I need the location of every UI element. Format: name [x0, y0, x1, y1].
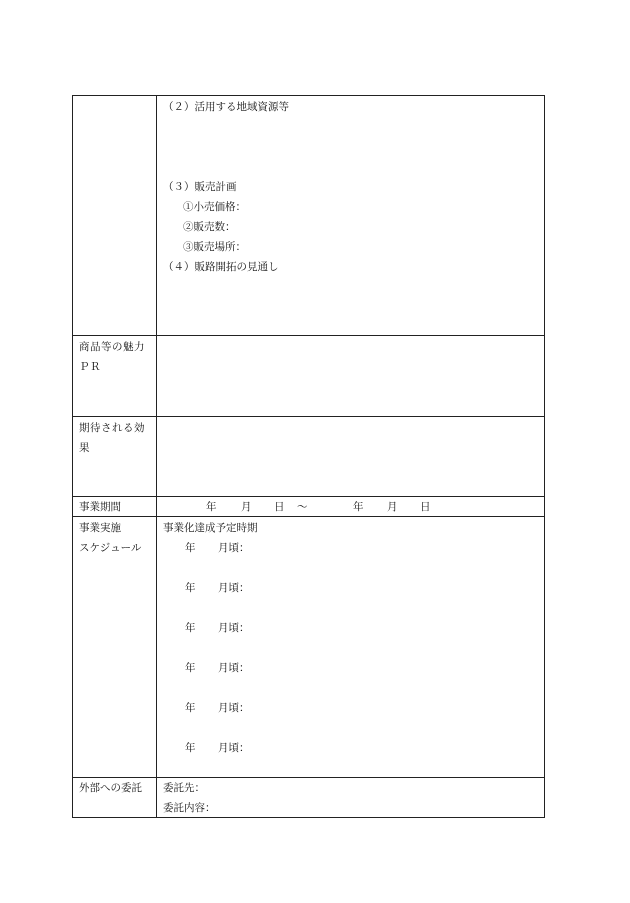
contract-content-field[interactable]: 委託内容：: [163, 802, 216, 814]
schedule-entry-year[interactable]: 年: [185, 702, 196, 714]
schedule-heading: 事業化達成予定時期: [163, 522, 258, 534]
row-divider: [73, 496, 544, 497]
schedule-entry-year[interactable]: 年: [185, 662, 196, 674]
row-divider: [73, 777, 544, 778]
period-start-month[interactable]: 月: [241, 501, 252, 513]
regional-resources-heading: （２）活用する地域資源等: [163, 101, 289, 113]
schedule-entry-month[interactable]: 月頃：: [218, 542, 250, 554]
retail-price-field[interactable]: ①小売価格：: [183, 201, 246, 213]
sales-quantity-field[interactable]: ②販売数：: [183, 221, 236, 233]
schedule-entry-month[interactable]: 月頃：: [218, 662, 250, 674]
effect-label-2: 果: [79, 442, 90, 454]
effect-input-area[interactable]: [163, 420, 538, 494]
schedule-entry-year[interactable]: 年: [185, 622, 196, 634]
contractor-field[interactable]: 委託先：: [163, 782, 205, 794]
schedule-entry-year[interactable]: 年: [185, 542, 196, 554]
row-divider: [73, 335, 544, 336]
appeal-input-area[interactable]: [163, 339, 538, 413]
market-development-heading: （４）販路開拓の見通し: [163, 261, 279, 273]
appeal-label-pr: ＰＲ: [79, 361, 101, 373]
schedule-label: 事業実施: [79, 522, 121, 534]
period-end-day[interactable]: 日: [420, 501, 431, 513]
row-divider: [73, 516, 544, 517]
sales-plan-heading: （３）販売計画: [163, 181, 237, 193]
schedule-entry-month[interactable]: 月頃：: [218, 742, 250, 754]
schedule-entry-month[interactable]: 月頃：: [218, 582, 250, 594]
period-start-day[interactable]: 日: [274, 501, 285, 513]
column-divider: [156, 96, 157, 817]
sales-location-field[interactable]: ③販売場所：: [183, 241, 246, 253]
period-start-year[interactable]: 年: [206, 501, 217, 513]
effect-label: 期待される効: [79, 422, 145, 434]
period-end-month[interactable]: 月: [387, 501, 398, 513]
schedule-entry-month[interactable]: 月頃：: [218, 702, 250, 714]
row-divider: [73, 416, 544, 417]
schedule-entry-year[interactable]: 年: [185, 742, 196, 754]
schedule-label-2: スケジュール: [79, 542, 142, 554]
schedule-entry-month[interactable]: 月頃：: [218, 622, 250, 634]
period-end-year[interactable]: 年: [353, 501, 364, 513]
schedule-entry-year[interactable]: 年: [185, 582, 196, 594]
period-tilde: ～: [297, 501, 308, 513]
appeal-label: 商品等の魅力: [79, 341, 145, 353]
period-label: 事業期間: [79, 501, 121, 513]
outsource-label: 外部への委託: [79, 782, 142, 794]
business-plan-form: [72, 95, 545, 818]
